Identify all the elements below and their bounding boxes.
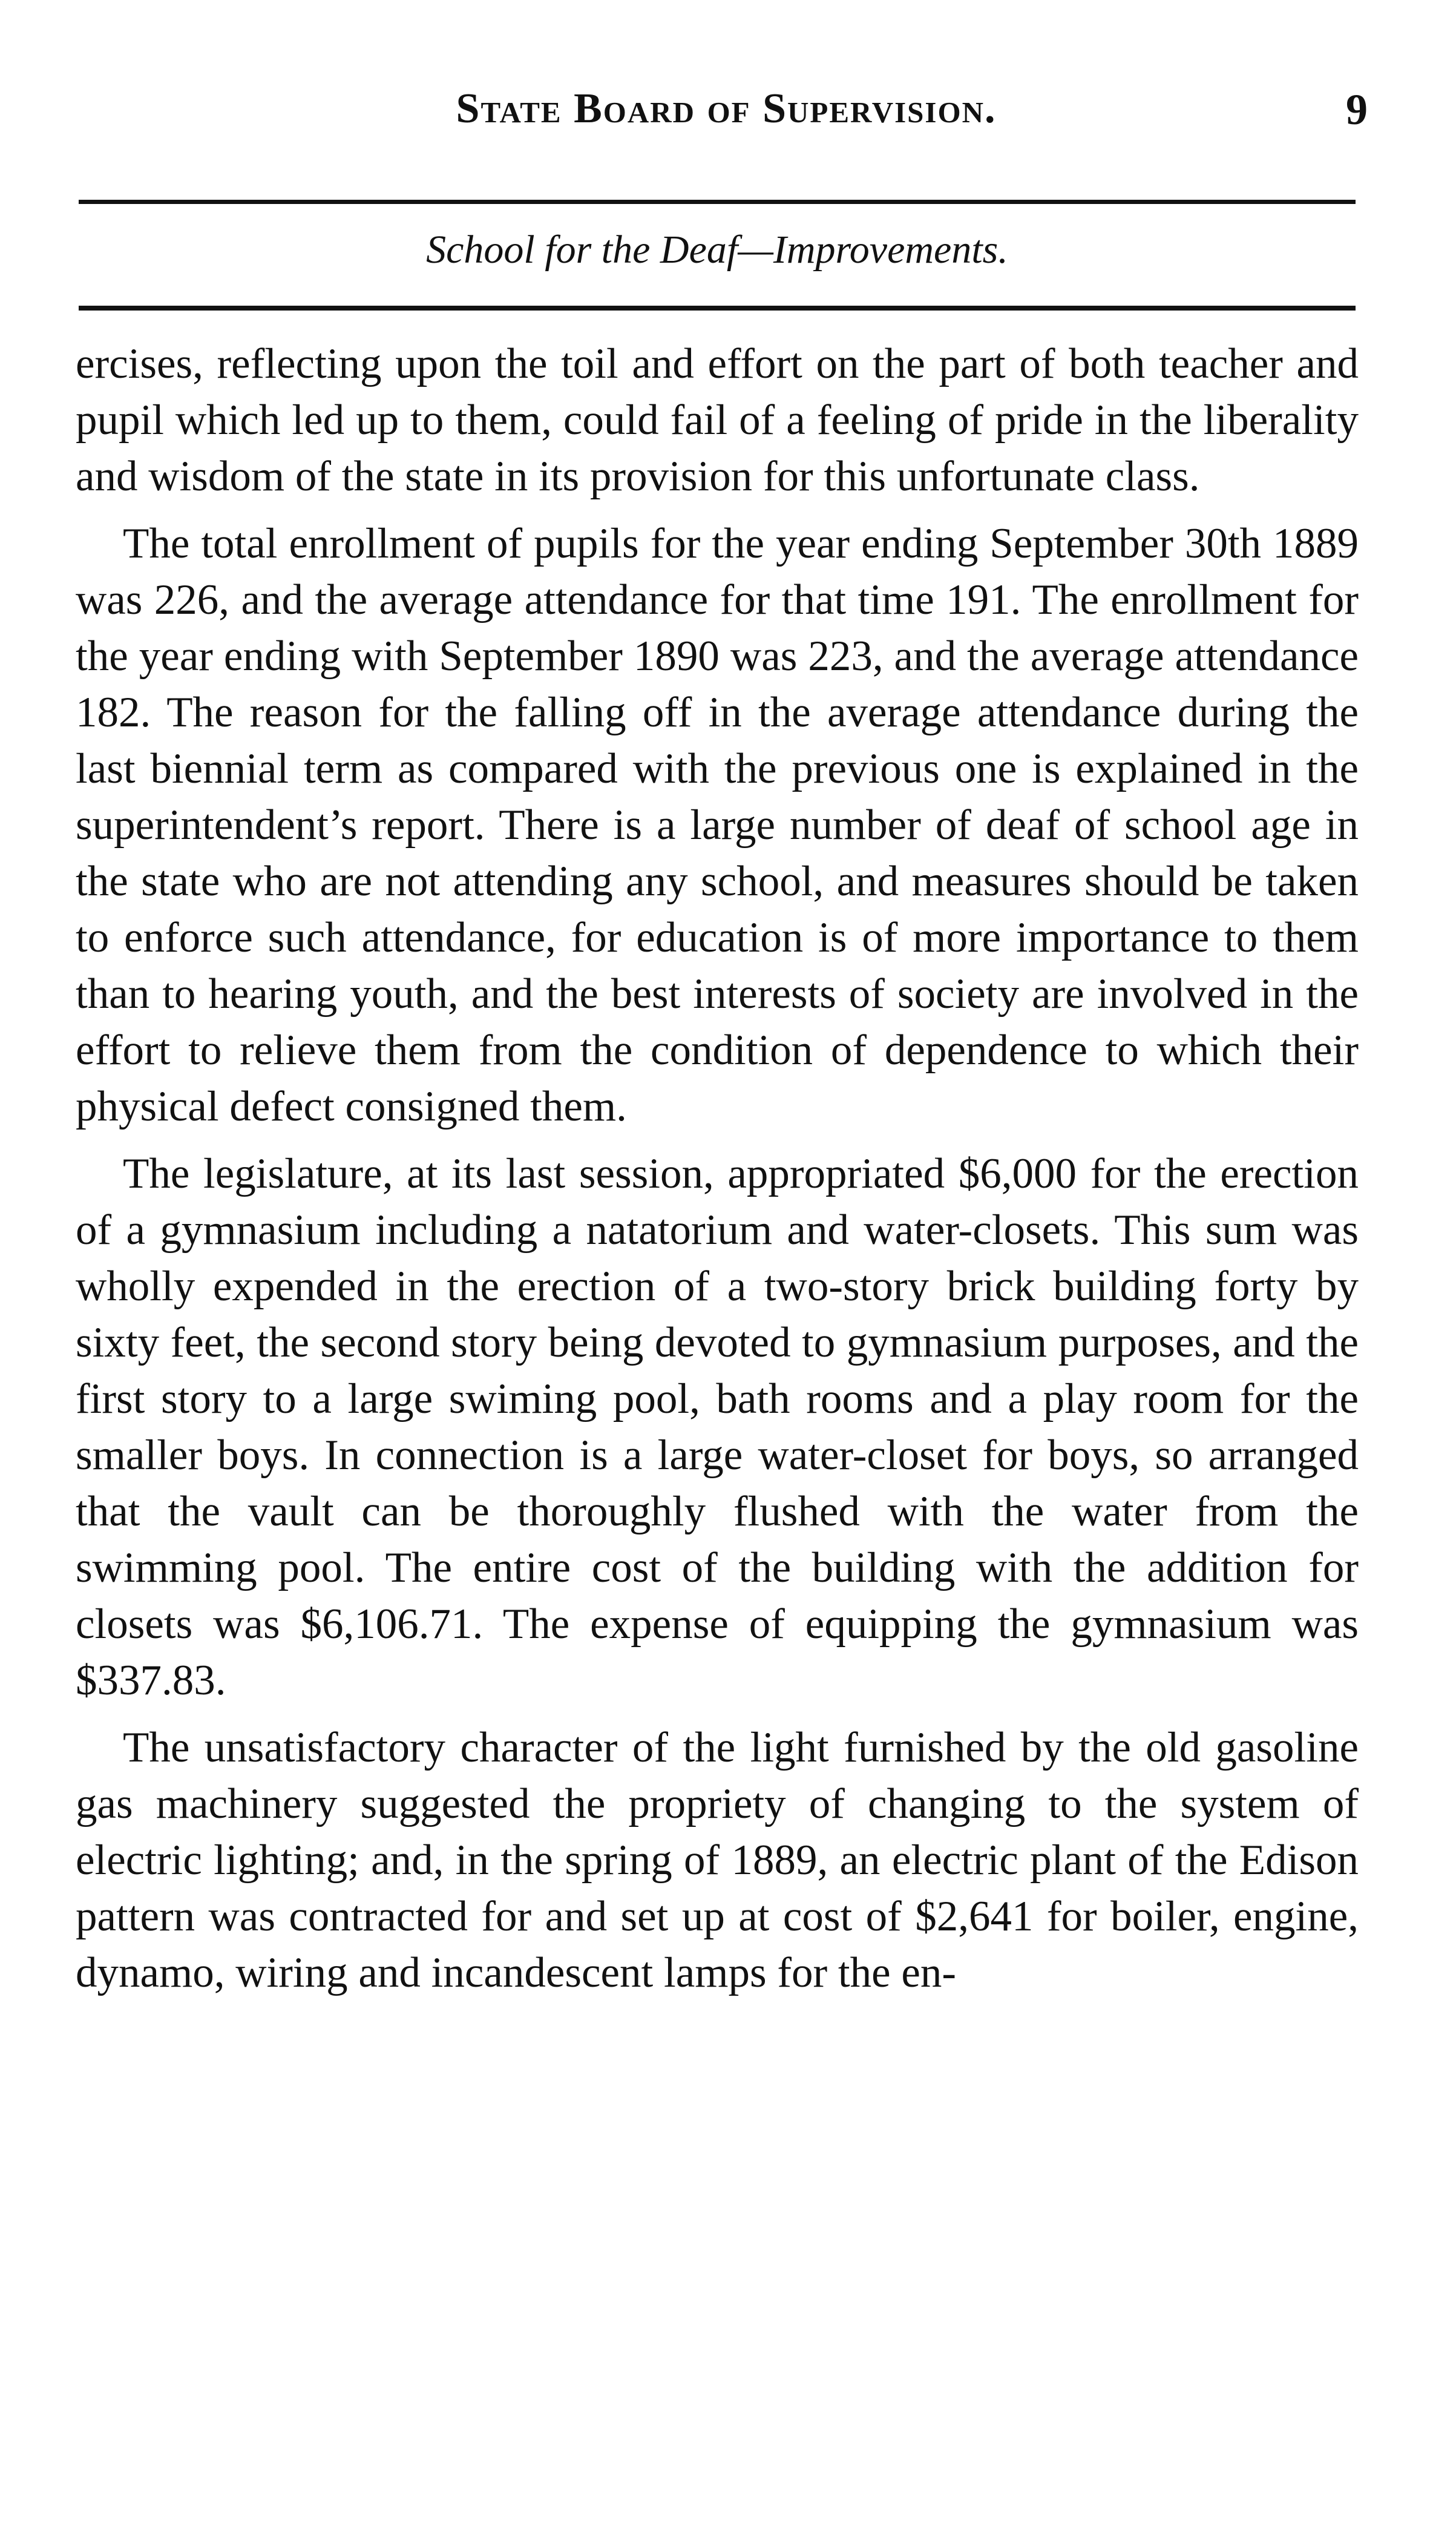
paragraph-continuation: ercises, reflecting upon the toil and effort on the part of both teacher and pupil which led up to them, could fail of a feeling of pride in the liberality and wisdom of the state in its provision for this unfortunate class. [76,340,1359,500]
header-rule-bottom [79,306,1356,311]
paragraph-enrollment: The total enrollment of pupils for the year ending September 30th 1889 was 226, and the average attendance for that time 191. The enrollment for the year ending with September 1890 was 223, and the average attendance 182. The reason for the falling off in the average attendance during the last biennial term as compared with the previous one is explained in the superintendent’s report. There is a large number of deaf of school age in the state who are not attending any school, and measures should be taken to enforce such attendance, for education is of more importance to them than to hearing youth, and the best interests of society are involved in the effort to relieve them from the condition of dependence to which their physical defect consigned them. [76,520,1359,1130]
body-text [76,336,1359,2012]
header-rule-top [79,200,1356,204]
paragraph-electric-lighting: The unsatisfactory character of the light furnished by the old gasoline gas machinery suggested the propriety of changing to the system of electric lighting; and, in the spring of 1889, an electric plant of the Edison pattern was contracted for and set up at cost of $2,641 for boiler, engine, dynamo, wiring and incandescent lamps for the en- [76,1724,1359,1996]
running-head: State Board of Supervision. [456,85,997,132]
paragraph-gymnasium: The legislature, at its last session, appropriated $6,000 for the erection of a gymnasium including a natatorium and water-closets. This sum was wholly expended in the erection of a two-story brick building forty by sixty feet, the second story being devoted to gymnasium purposes, and the first story to a large swiming pool, bath rooms and a play room for the smaller boys. In connection is a large water-closet for boys, so arranged that the vault can be thoroughly flushed with the water from the swimming pool. The entire cost of the building with the addition for closets was $6,106.71. The expense of equipping the gymnasium was $337.83. [76,1150,1359,1704]
section-heading: School for the Deaf—Improvements. [426,228,1008,272]
page-number: 9 [1346,85,1368,134]
